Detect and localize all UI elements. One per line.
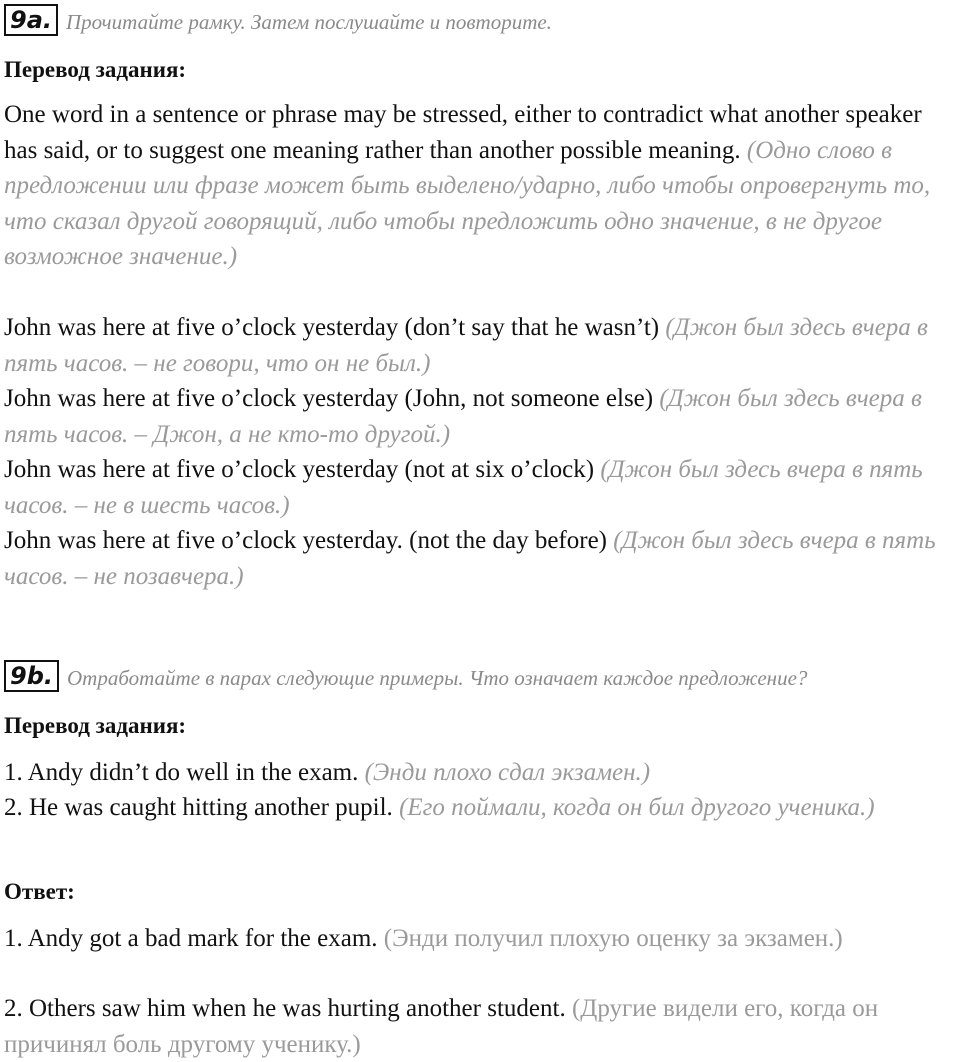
- task-b-translation-heading: Перевод задания:: [4, 713, 187, 738]
- example-1-ru: (Джон был здесь вчера в пять часов. – не говори, что он не был.): [4, 314, 928, 377]
- task-a-instruction: Прочитайте рамку. Затем послушайте и повторите.: [66, 10, 552, 34]
- task-a-example-2: [4, 381, 959, 452]
- item-1-en: 1. Andy didn’t do well in the exam.: [4, 759, 359, 786]
- task-a-translation-heading: Перевод задания:: [4, 57, 187, 82]
- task-b-answer-2: [4, 991, 959, 1062]
- item-1-ru: (Энди плохо сдал экзамен.): [364, 759, 651, 786]
- task-b-answer-1: [4, 921, 959, 957]
- task-a-example-4: [4, 523, 959, 594]
- example-3-en: John was here at five o’clock yesterday (not at six o’clock): [4, 456, 595, 483]
- task-a-header: [4, 2, 552, 36]
- task-a-number: 9a.: [4, 4, 58, 36]
- answer-2-ru: (Другие видели его, когда он причинял боль другому ученику.): [4, 995, 879, 1058]
- answer-1-en: 1. Andy got a bad mark for the exam.: [4, 925, 378, 952]
- task-a-rule-ru: (Одно слово в предложении или фразе может быть выделено/ударно, либо чтобы опровергнуть то, что сказал другой говорящий, либо чтобы предложить одно значение, в не другое возможное значение.): [4, 136, 931, 270]
- example-4-en: John was here at five o’clock yesterday. (not the day before): [4, 527, 607, 554]
- example-2-en: John was here at five o’clock yesterday (John, not someone else): [4, 385, 654, 412]
- task-a-rule: [4, 97, 959, 275]
- example-1-en: John was here at five o’clock yesterday (don’t say that he wasn’t): [4, 314, 660, 341]
- task-b-item-1: [4, 755, 959, 791]
- item-2-ru: (Его поймали, когда он бил другого ученика.): [399, 794, 875, 821]
- task-a-rule-en: One word in a sentence or phrase may be stressed, either to contradict what another speaker has said, or to suggest one meaning rather than another possible meaning.: [4, 101, 922, 164]
- example-4-ru: (Джон был здесь вчера в пять часов. – не позавчера.): [4, 527, 936, 590]
- answer-2-en: 2. Others saw him when he was hurting another student.: [4, 995, 566, 1022]
- task-a-example-3: [4, 452, 959, 523]
- task-b-instruction: Отработайте в парах следующие примеры. Что означает каждое предложение?: [67, 666, 808, 690]
- example-2-ru: (Джон был здесь вчера в пять часов. – Джон, а не кто-то другой.): [4, 385, 922, 448]
- task-b-answer-heading: Ответ:: [4, 879, 75, 904]
- example-3-ru: (Джон был здесь вчера в пять часов. – не в шесть часов.): [4, 456, 923, 519]
- task-b-header: [4, 658, 807, 692]
- item-2-en: 2. He was caught hitting another pupil.: [4, 794, 393, 821]
- task-a-example-1: [4, 310, 959, 381]
- task-b-number: 9b.: [4, 660, 59, 692]
- task-b-item-2: [4, 790, 959, 826]
- answer-1-ru: (Энди получил плохую оценку за экзамен.): [383, 925, 843, 952]
